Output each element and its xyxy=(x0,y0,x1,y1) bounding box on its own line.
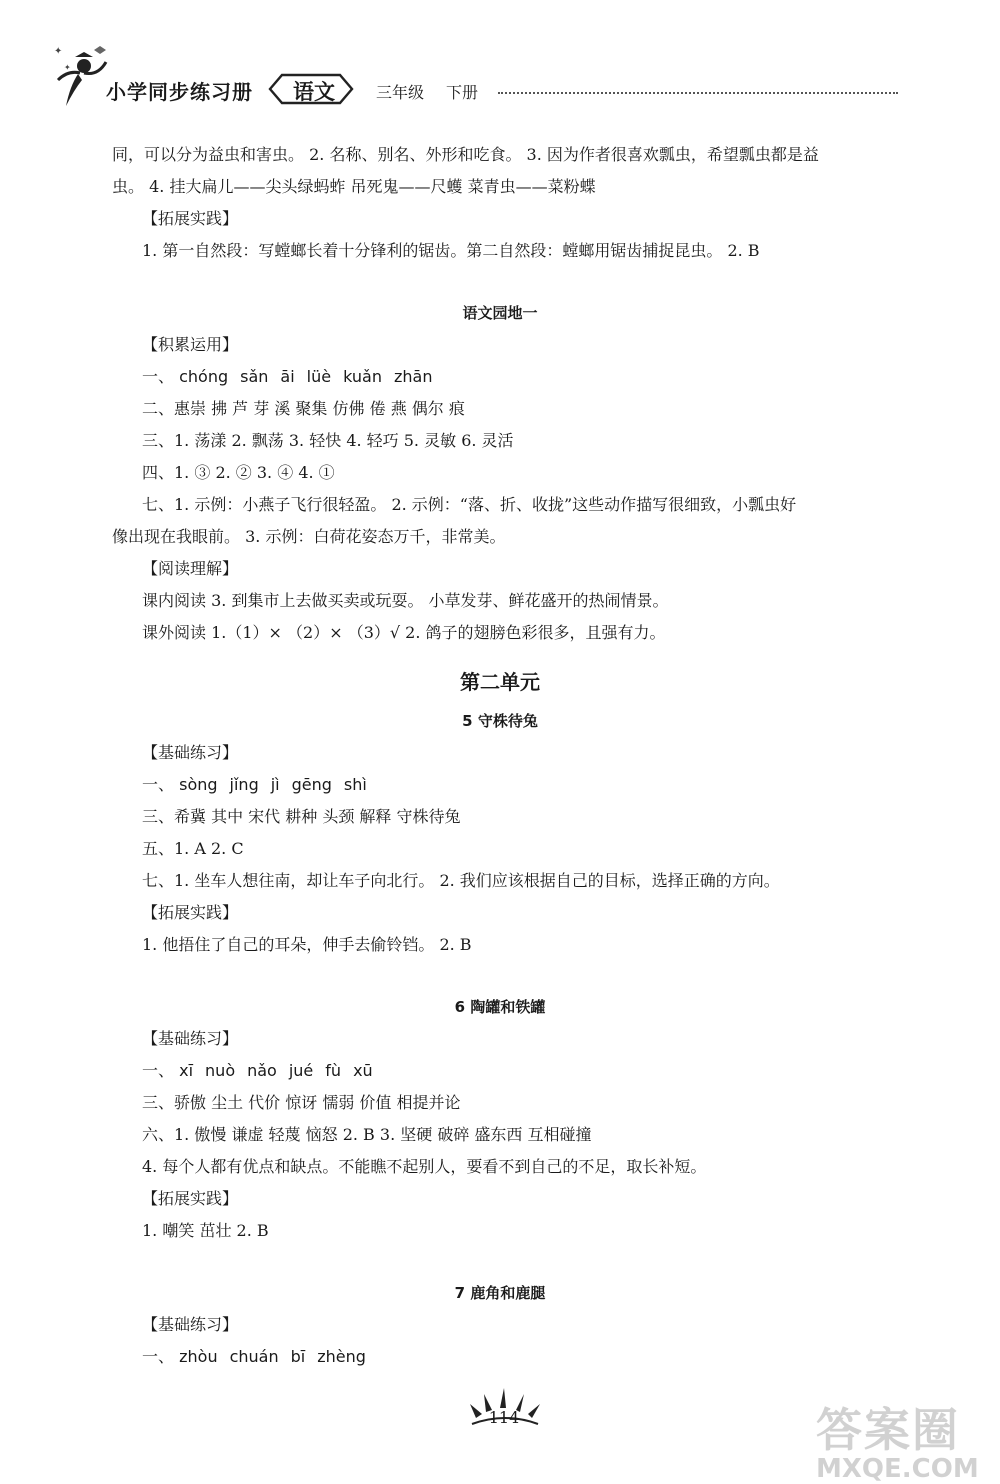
pinyin-word: fù xyxy=(325,1061,342,1080)
pinyin-word: xī xyxy=(179,1061,194,1080)
subject-label: 语文 xyxy=(293,79,335,104)
pinyin-word: zhān xyxy=(393,367,433,386)
book-title: 小学同步练习册 xyxy=(106,80,253,104)
watermark-logo-text: 答案圈 xyxy=(816,1403,960,1457)
subsection-heading: 【拓展实践】 xyxy=(142,903,239,922)
page-header xyxy=(0,0,1000,120)
pinyin-word: lüè xyxy=(306,367,332,386)
answer-line: 4. 每个人都有优点和缺点。不能瞧不起别人，要看不到自己的不足，取长补短。 xyxy=(142,1157,707,1176)
pinyin-word: sòng xyxy=(179,775,218,794)
subsection-heading: 【基础练习】 xyxy=(142,1029,239,1048)
pinyin-word: kuǎn xyxy=(343,367,382,386)
pinyin-word: bī xyxy=(290,1347,306,1366)
svg-text:✦: ✦ xyxy=(64,63,71,72)
pinyin-word: jué xyxy=(288,1061,314,1080)
pinyin-line xyxy=(142,366,444,388)
answer-line: 三、希冀 其中 宋代 耕种 头颈 解释 守株待兔 xyxy=(142,807,461,826)
answer-line: 七、1. 坐车人想往南，却让车子向北行。 2. 我们应该根据自己的目标，选择正确的方向。 xyxy=(142,871,780,890)
subsection-heading: 【拓展实践】 xyxy=(142,209,239,228)
answer-line: 三、1. 荡漾 2. 飘荡 3. 轻快 4. 轻巧 5. 灵敏 6. 灵活 xyxy=(142,431,514,450)
answer-line: 同，可以分为益虫和害虫。 2. 名称、别名、外形和吃食。 3. 因为作者很喜欢瓢虫，希望瓢虫都是益 xyxy=(112,145,819,164)
pinyin-word: shì xyxy=(343,775,367,794)
answer-line: 1. 嘲笑 茁壮 2. B xyxy=(142,1221,269,1240)
answer-line: 七、1. 示例：小燕子飞行很轻盈。 2. 示例：“落、折、收拢”这些动作描写很细致，小瓢虫好 xyxy=(142,495,797,514)
answer-line: 课内阅读 3. 到集市上去做买卖或玩耍。 小草发芽、鲜花盛开的热闹情景。 xyxy=(142,591,669,610)
pinyin-word: chóng xyxy=(179,367,229,386)
header-dotted-rule xyxy=(498,92,898,94)
answer-line: 像出现在我眼前。 3. 示例：白荷花姿态万千，非常美。 xyxy=(112,527,506,546)
answer-line: 课外阅读 1.（1）× （2）× （3）√ 2. 鸽子的翅膀色彩很多，且强有力。 xyxy=(142,623,666,642)
pinyin-word: nuò xyxy=(205,1061,236,1080)
watermark-url: MXQE.COM xyxy=(816,1454,979,1484)
unit-title: 第二单元 xyxy=(460,670,540,694)
pinyin-word: gēng xyxy=(291,775,332,794)
pinyin-word: nǎo xyxy=(247,1061,277,1080)
item-prefix: 一、 xyxy=(142,1061,175,1080)
pinyin-word: āi xyxy=(280,367,295,386)
section-title: 语文园地一 xyxy=(462,304,538,322)
pinyin-word: jǐng xyxy=(229,775,259,794)
subsection-heading: 【基础练习】 xyxy=(142,743,239,762)
lesson-title: 6 陶罐和铁罐 xyxy=(454,998,546,1016)
answer-line: 五、1. A 2. C xyxy=(142,839,244,858)
item-prefix: 一、 xyxy=(142,1347,175,1366)
pinyin-line xyxy=(142,774,379,796)
subsection-heading: 【拓展实践】 xyxy=(142,1189,239,1208)
item-prefix: 一、 xyxy=(142,775,175,794)
answer-line: 三、骄傲 尘土 代价 惊讶 懦弱 价值 相提并论 xyxy=(142,1093,461,1112)
watermark xyxy=(816,1394,979,1484)
subsection-heading: 【积累运用】 xyxy=(142,335,239,354)
lesson-title: 5 守株待兔 xyxy=(462,712,538,730)
answer-line: 四、1. ③ 2. ② 3. ④ 4. ① xyxy=(142,463,335,482)
subsection-heading: 【基础练习】 xyxy=(142,1315,239,1334)
pinyin-word: zhòu xyxy=(179,1347,218,1366)
page-number: 114 xyxy=(488,1408,520,1427)
pinyin-word: zhèng xyxy=(317,1347,366,1366)
student-logo-icon xyxy=(48,40,110,110)
pinyin-word: jì xyxy=(270,775,280,794)
pinyin-word: chuán xyxy=(229,1347,279,1366)
answer-line: 六、1. 傲慢 谦虚 轻蔑 恼怒 2. B 3. 坚硬 破碎 盛东西 互相碰撞 xyxy=(142,1125,592,1144)
volume-label: 下册 xyxy=(446,83,479,102)
grade-label: 三年级 xyxy=(376,83,425,102)
answer-line: 虫。 4. 挂大扁儿——尖头绿蚂蚱 吊死鬼——尺蠖 菜青虫——菜粉蝶 xyxy=(112,177,596,196)
lesson-title: 7 鹿角和鹿腿 xyxy=(454,1284,546,1302)
pinyin-word: xū xyxy=(353,1061,373,1080)
item-prefix: 一、 xyxy=(142,367,175,386)
svg-text:✦: ✦ xyxy=(54,46,63,57)
answer-line: 1. 他捂住了自己的耳朵，伸手去偷铃铛。 2. B xyxy=(142,935,472,954)
answer-line: 二、惠崇 拂 芦 芽 溪 聚集 仿佛 倦 燕 偶尔 痕 xyxy=(142,399,465,418)
pinyin-line xyxy=(142,1346,378,1368)
pinyin-line xyxy=(142,1060,385,1082)
subsection-heading: 【阅读理解】 xyxy=(142,559,239,578)
answer-line: 1. 第一自然段：写螳螂长着十分锋利的锯齿。第二自然段：螳螂用锯齿捕捉昆虫。 2. B xyxy=(142,241,760,260)
pinyin-word: sǎn xyxy=(240,367,269,386)
